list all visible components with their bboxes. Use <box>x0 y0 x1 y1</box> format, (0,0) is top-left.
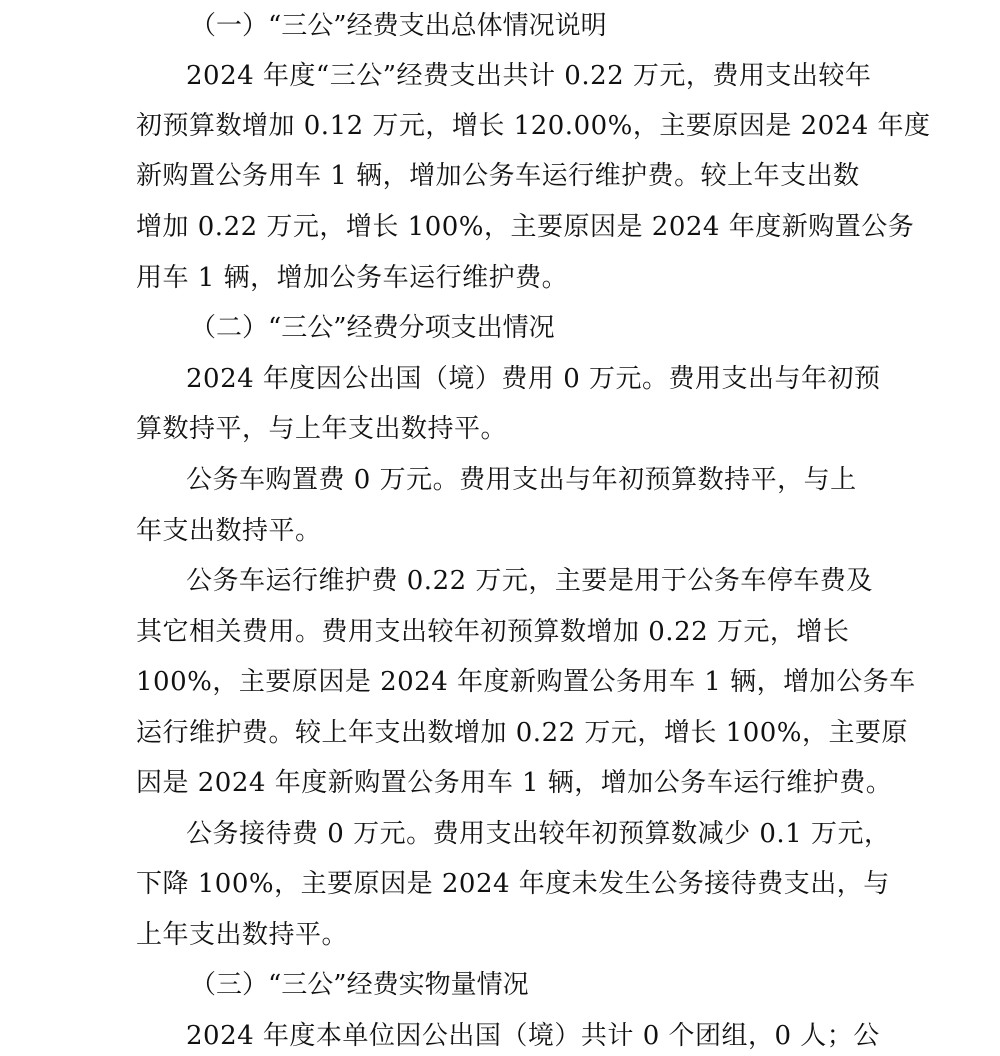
paragraph-line: 公务车购置费 0 万元。费用支出与年初预算数持平，与上 <box>186 465 857 495</box>
section-heading-physical-quantity: （三）“三公”经费实物量情况 <box>190 970 529 1000</box>
paragraph-line: 2024 年度因公出国（境）费用 0 万元。费用支出与年初预 <box>186 364 881 394</box>
section-heading-overall: （一）“三公”经费支出总体情况说明 <box>190 11 607 41</box>
paragraph-line: 上年支出数持平。 <box>136 920 349 950</box>
paragraph-line: 公务接待费 0 万元。费用支出较年初预算数减少 0.1 万元， <box>186 819 891 849</box>
paragraph-line: 初预算数增加 0.12 万元，增长 120.00%，主要原因是 2024 年度 <box>136 111 931 141</box>
paragraph-line: 公务车运行维护费 0.22 万元，主要是用于公务车停车费及 <box>186 566 873 596</box>
paragraph-line: 增加 0.22 万元，增长 100%，主要原因是 2024 年度新购置公务 <box>136 212 915 242</box>
paragraph-line: 年支出数持平。 <box>136 516 322 546</box>
paragraph-line: 新购置公务用车 1 辆，增加公务车运行维护费。较上年支出数 <box>136 161 860 191</box>
section-heading-itemized: （二）“三公”经费分项支出情况 <box>190 313 555 343</box>
paragraph-line: 2024 年度“三公”经费支出共计 0.22 万元，费用支出较年 <box>186 61 872 91</box>
paragraph-line: 用车 1 辆，增加公务车运行维护费。 <box>136 263 569 293</box>
paragraph-line: 运行维护费。较上年支出数增加 0.22 万元，增长 100%，主要原 <box>136 718 909 748</box>
paragraph-line: 2024 年度本单位因公出国（境）共计 0 个团组，0 人；公 <box>186 1021 880 1051</box>
paragraph-line: 下降 100%，主要原因是 2024 年度未发生公务接待费支出，与 <box>136 869 890 899</box>
paragraph-line: 算数持平，与上年支出数持平。 <box>136 414 508 444</box>
paragraph-line: 因是 2024 年度新购置公务用车 1 辆，增加公务车运行维护费。 <box>136 768 893 798</box>
paragraph-line: 其它相关费用。费用支出较年初预算数增加 0.22 万元，增长 <box>136 617 850 647</box>
paragraph-line: 100%，主要原因是 2024 年度新购置公务用车 1 辆，增加公务车 <box>136 667 916 697</box>
